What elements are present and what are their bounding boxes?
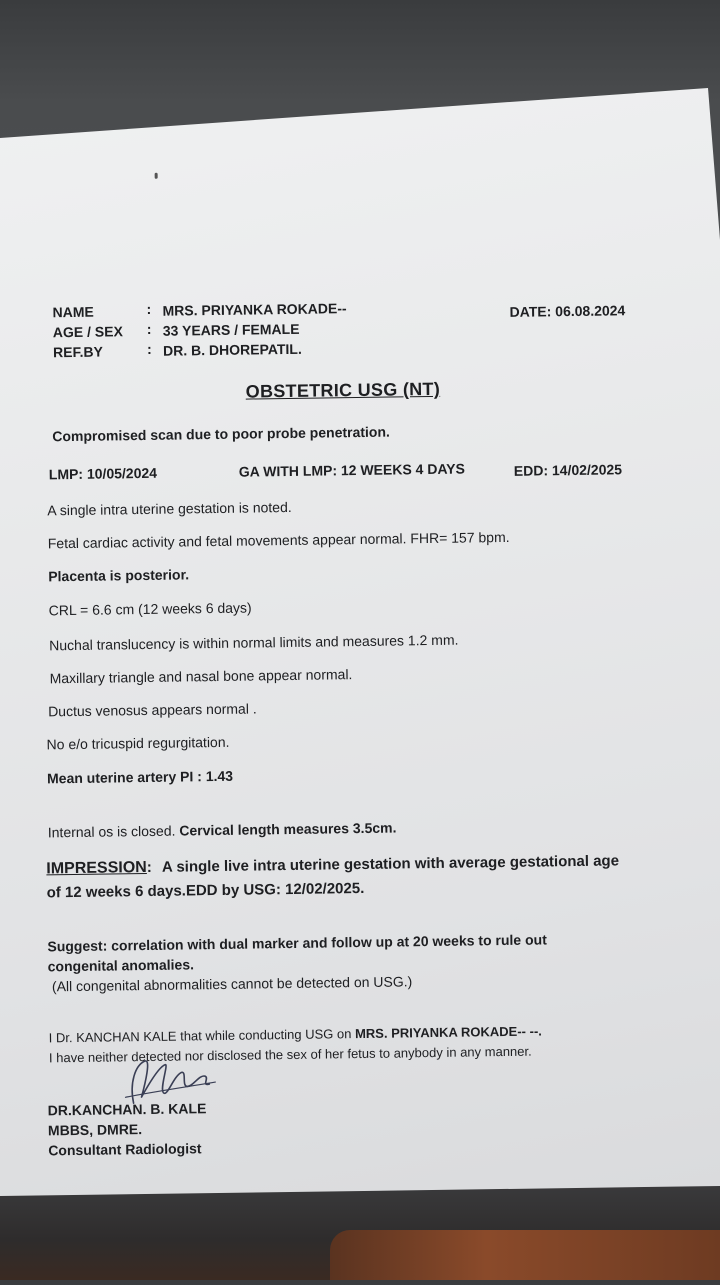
declaration-line-2: I have neither detected nor disclosed the sex of her fetus to anybody in any manner. [48, 1043, 532, 1066]
paper-speck [155, 173, 158, 179]
cardiac-finding: Fetal cardiac activity and fetal movements appear normal. FHR= 157 bpm. [47, 528, 510, 552]
placenta-finding: Placenta is posterior. [48, 566, 190, 585]
age-separator: : [146, 320, 152, 337]
lmp: LMP: 10/05/2024 [48, 464, 158, 483]
ga-with-lmp: GA WITH LMP: 12 WEEKS 4 DAYS [238, 460, 465, 480]
edd-lmp: EDD: 14/02/2025 [513, 461, 623, 479]
internal-os-text: Internal os is closed. [47, 822, 176, 841]
impression-label: IMPRESSION [46, 858, 147, 878]
tricuspid-finding: No e/o tricuspid regurgitation. [46, 733, 230, 753]
ref-by-label: REF.BY [53, 343, 104, 361]
internal-os-finding [48, 820, 397, 841]
uterine-artery-finding: Mean uterine artery PI : 1.43 [46, 767, 234, 787]
signatory-role: Consultant Radiologist [48, 1140, 202, 1159]
age-sex-value: 33 YEARS / FEMALE [162, 320, 300, 339]
maxillary-finding: Maxillary triangle and nasal bone appear normal. [49, 666, 353, 687]
report-title: OBSTETRIC USG (NT) [245, 378, 441, 402]
nuchal-finding: Nuchal translucency is within normal limits and measures 1.2 mm. [49, 631, 459, 654]
crl-finding: CRL = 6.6 cm (12 weeks 6 days) [48, 599, 252, 619]
impression-text-1: A single live intra uterine gestation with average gestational age [161, 852, 620, 876]
declaration-patient-name: MRS. PRIYANKA ROKADE-- --. [354, 1023, 542, 1042]
declaration-prefix: I Dr. KANCHAN KALE that while conducting USG on [48, 1026, 352, 1046]
suggest-line-1: Suggest: correlation with dual marker and follow up at 20 weeks to rule out [47, 931, 547, 955]
patient-name: MRS. PRIYANKA ROKADE-- [162, 300, 347, 319]
ductus-finding: Ductus venosus appears normal . [48, 700, 257, 720]
cervical-length: Cervical length measures 3.5cm. [179, 819, 397, 839]
signatory-name: DR.KANCHAN. B. KALE [47, 1100, 207, 1119]
ref-separator: : [146, 340, 152, 357]
gestation-finding: A single intra uterine gestation is noted. [47, 498, 292, 519]
suggest-line-3: (All congenital abnormalities cannot be detected on USG.) [51, 973, 413, 995]
compromised-note: Compromised scan due to poor probe penetration. [52, 423, 390, 445]
name-separator: : [146, 300, 152, 317]
report-date: DATE: 06.08.2024 [509, 302, 626, 320]
name-label: NAME [52, 303, 94, 321]
referring-doctor: DR. B. DHOREPATIL. [162, 340, 302, 359]
age-sex-label: AGE / SEX [52, 323, 123, 341]
impression-colon: : [146, 858, 152, 876]
impression-line-1 [46, 852, 619, 878]
impression-text-2: of 12 weeks 6 days.EDD by USG: 12/02/2025. [46, 879, 365, 902]
suggest-line-2: congenital anomalies. [47, 956, 195, 975]
declaration-line-1 [49, 1023, 542, 1045]
signatory-degree: MBBS, DMRE. [47, 1121, 143, 1139]
